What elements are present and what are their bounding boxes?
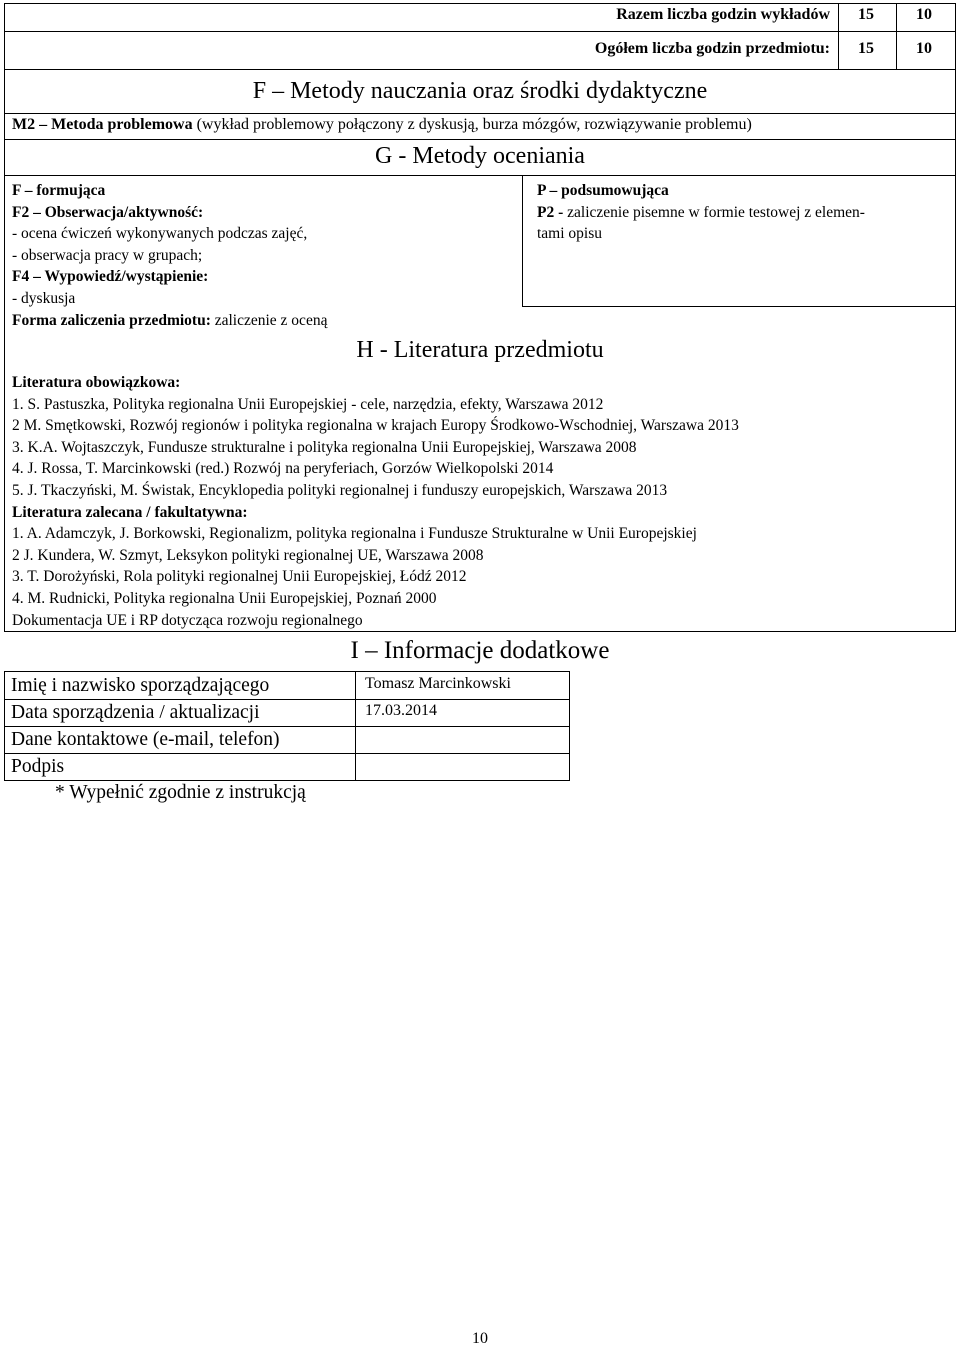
lecture-hours-label: Razem liczba godzin wykładów [616,6,830,23]
f4-heading: F4 – Wypowiedź/wystąpienie: [12,268,209,286]
section-i-title: I – Informacje dodatkowe [350,637,610,664]
summative-heading: P – podsumowująca [537,182,669,199]
f2-item: - ocena ćwiczeń wykonywanych podczas zajęć, [12,225,308,243]
recommended-literature-heading: Literatura zalecana / fakultatywna: [12,503,248,521]
formative-heading: F – formująca [12,182,106,199]
instruction-footnote: * Wypełnić zgodnie z instrukcją [55,782,306,803]
required-literature-item: 4. J. Rossa, T. Marcinkowski (red.) Rozwój na peryferiach, Gorzów Wielkopolski 2014 [12,460,554,478]
literature-list [12,372,739,631]
section-g-title: G - Metody oceniania [375,143,585,169]
f2-heading: F2 – Obserwacja/aktywność: [12,203,204,221]
total-hours-value-1: 15 [858,40,874,57]
p2-label: P2 - [537,203,564,221]
lecture-hours-value-1: 15 [858,6,874,23]
p2-description-line1: zaliczenie pisemne w formie testowej z elemen- [563,203,865,221]
section-h-title: H - Literatura przedmiotu [356,337,604,363]
m2-description: (wykład problemowy połączony z dyskusją, burza mózgów, rozwiązywanie problemu) [192,116,752,133]
f2-item: - obserwacja pracy w grupach; [12,246,203,264]
contact-label: Dane kontaktowe (e-mail, telefon) [11,729,280,750]
required-literature-heading: Literatura obowiązkowa: [12,374,181,391]
teaching-method-m2 [12,116,752,134]
total-hours-value-2: 10 [916,40,932,57]
required-literature-item: 2 M. Smętkowski, Rozwój regionów i polityka regionalna w krajach Europy Środkowo-Wschodniej, Warszawa 2013 [12,417,739,435]
assessment-summative [537,180,865,245]
p2-description-line2: tami opisu [537,225,603,243]
completion-form-label: Forma zaliczenia przedmiotu: [12,311,211,329]
recommended-literature-item: 4. M. Rudnicki, Polityka regionalna Unii Europejskiej, Poznań 2000 [12,589,437,607]
recommended-literature-item: 1. A. Adamczyk, J. Borkowski, Regionalizm, polityka regionalna i Fundusze Strukturalne w Unii Europejskiej [12,525,697,543]
author-name-value: Tomasz Marcinkowski [365,675,511,692]
lecture-hours-value-2: 10 [916,6,932,23]
date-label: Data sporządzenia / aktualizacji [11,702,260,723]
author-name-label: Imię i nazwisko sporządzającego [11,675,270,696]
f4-item: - dyskusja [12,289,76,307]
completion-form-value: zaliczenie z oceną [210,311,328,329]
required-literature-item: 5. J. Tkaczyński, M. Świstak, Encyklopedia polityki regionalnej i funduszy europejskich, Warszawa 2013 [12,481,668,499]
date-value: 17.03.2014 [365,702,437,719]
section-f-title: F – Metody nauczania oraz środki dydaktyczne [252,78,708,104]
assessment-formative [12,180,327,331]
required-literature-item: 1. S. Pastuszka, Polityka regionalna Unii Europejskiej - cele, narzędzia, efekty, Warszawa 2012 [12,395,604,413]
total-hours-label: Ogółem liczba godzin przedmiotu: [594,40,830,57]
page-number: 10 [472,1330,488,1347]
required-literature-item: 3. K.A. Wojtaszczyk, Fundusze strukturalne i polityka regionalna Unii Europejskiej, Warszawa 2008 [12,438,637,456]
recommended-literature-item: Dokumentacja UE i RP dotycząca rozwoju regionalnego [12,611,363,629]
recommended-literature-item: 3. T. Dorożyński, Rola polityki regionalnej Unii Europejskiej, Łódź 2012 [12,568,467,586]
signature-label: Podpis [11,756,65,777]
m2-label: M2 – Metoda problemowa [12,116,193,133]
recommended-literature-item: 2 J. Kundera, W. Szmyt, Leksykon polityki regionalnej UE, Warszawa 2008 [12,546,484,564]
